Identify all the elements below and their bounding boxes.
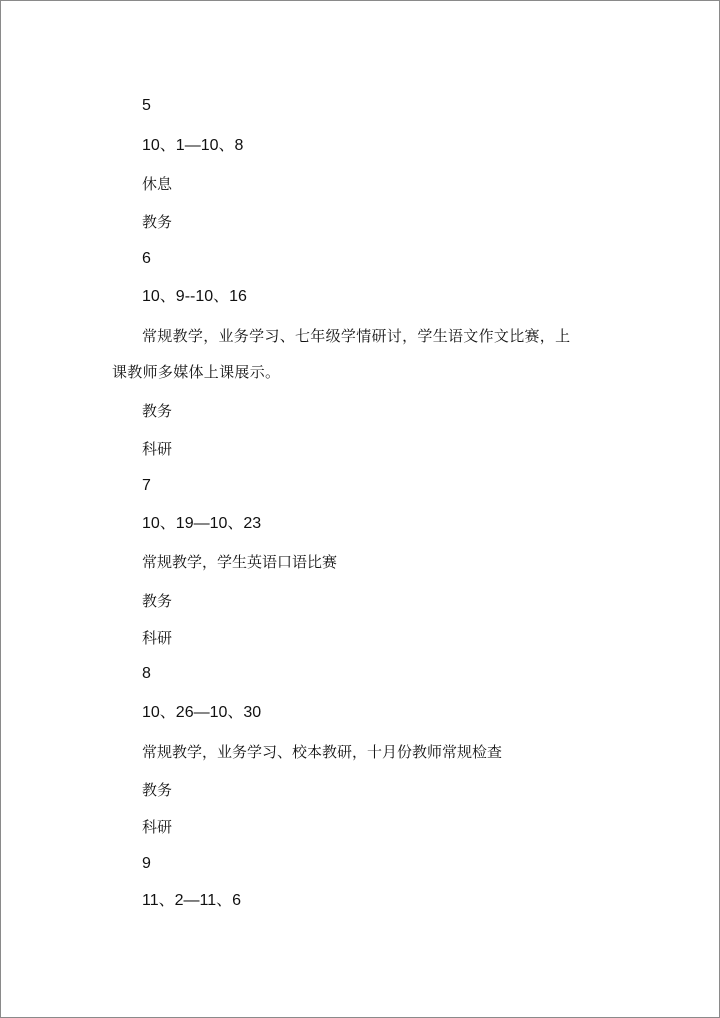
entry-department: 教务 bbox=[142, 213, 173, 231]
entry-number: 5 bbox=[142, 97, 151, 114]
entry-department: 科研 bbox=[142, 440, 173, 458]
entry-number: 9 bbox=[142, 855, 151, 872]
entry-date: 10、19—10、23 bbox=[142, 515, 262, 532]
entry-date: 11、2—11、6 bbox=[142, 892, 242, 909]
entry-date: 10、1—10、8 bbox=[142, 137, 244, 154]
entry-date: 10、26—10、30 bbox=[142, 704, 262, 721]
entry-department: 科研 bbox=[142, 818, 173, 836]
entry-number: 8 bbox=[142, 665, 151, 682]
entry-date: 10、9--10、16 bbox=[142, 288, 247, 305]
entry-content: 常规教学，学生英语口语比赛 bbox=[142, 553, 338, 571]
entry-number: 6 bbox=[142, 250, 151, 267]
entry-content: 常规教学，业务学习、七年级学情研讨，学生语文作文比赛，上课教师多媒体上课展示。 bbox=[112, 327, 571, 381]
entry-department: 教务 bbox=[142, 781, 173, 799]
entry-content: 常规教学，业务学习、校本教研，十月份教师常规检查 bbox=[142, 743, 503, 761]
entry-number: 7 bbox=[142, 477, 151, 494]
entry-department: 教务 bbox=[142, 592, 173, 610]
entry-department: 科研 bbox=[142, 629, 173, 647]
entry-department: 教务 bbox=[142, 402, 173, 420]
entry-content: 休息 bbox=[142, 175, 173, 193]
